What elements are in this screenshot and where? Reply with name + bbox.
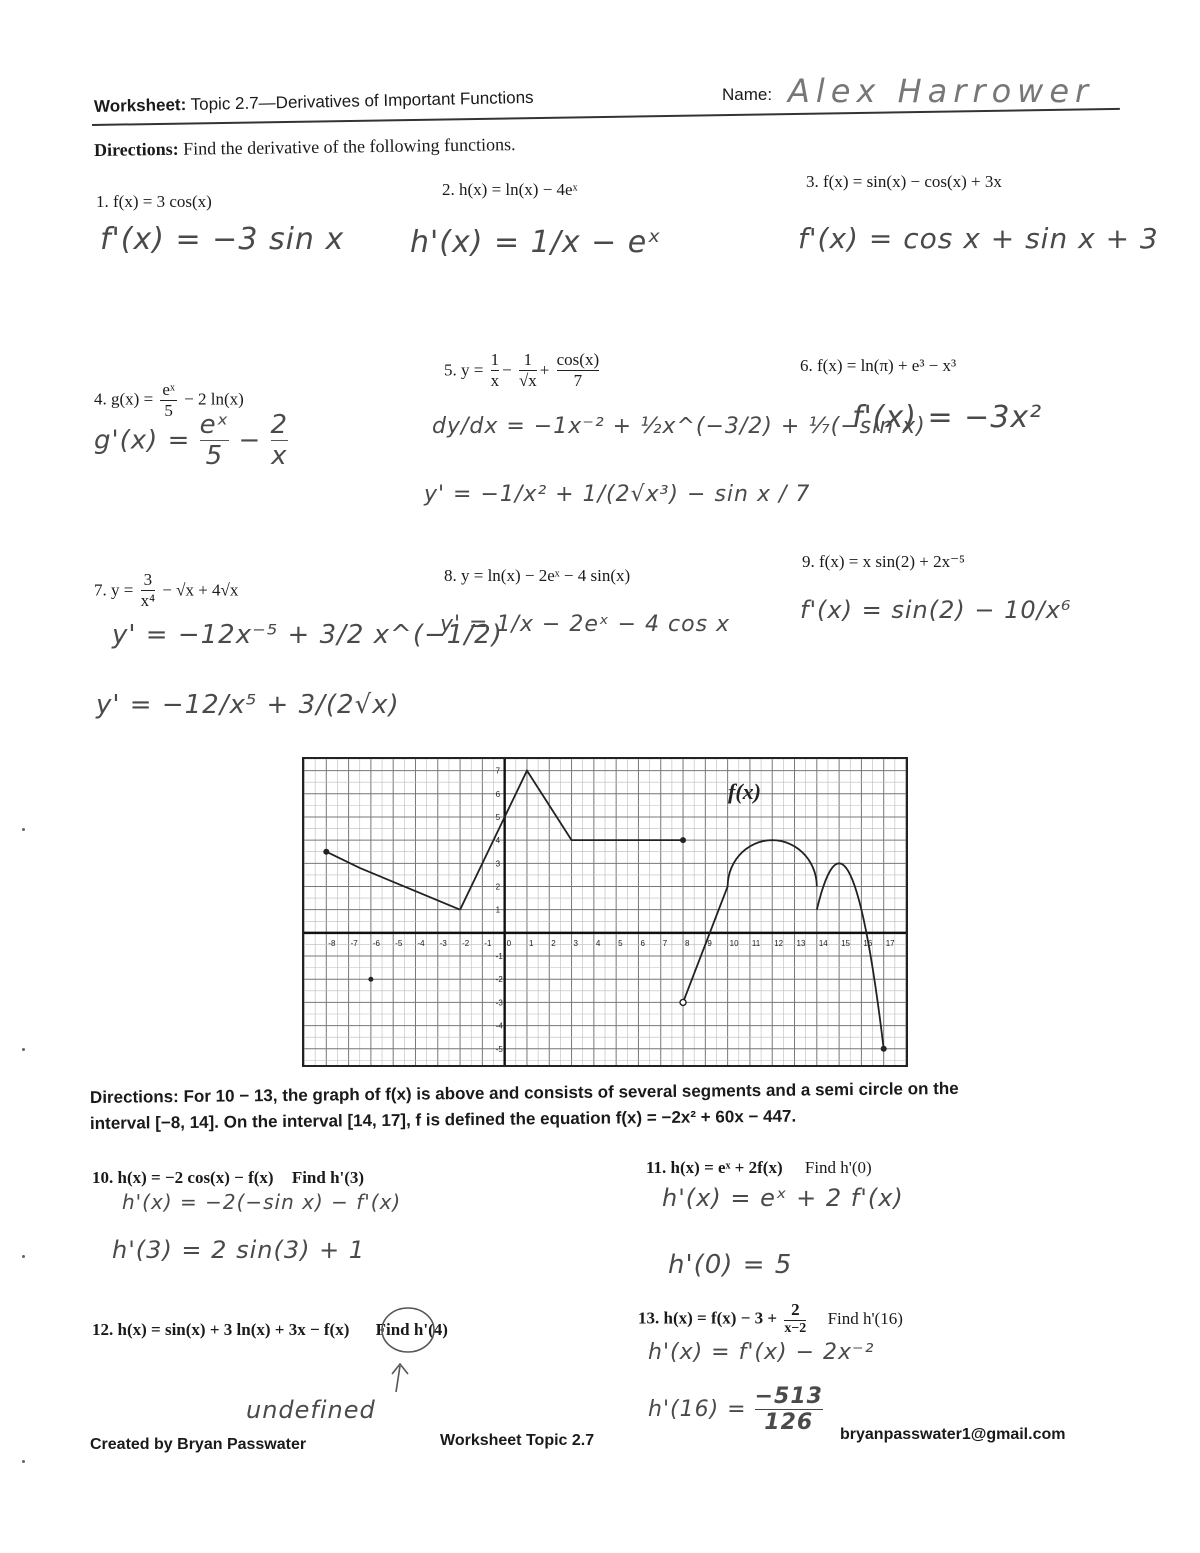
- problem-4-den: 5: [164, 401, 173, 420]
- problem-9: 9. f(x) = x sin(2) + 2x⁻⁵: [802, 552, 965, 571]
- problem-10: [92, 1168, 364, 1188]
- directions-2-text1: For 10 − 13, the graph of f(x) is above and consists of several segments and a semi circle on the: [183, 1078, 959, 1107]
- worksheet-title: [94, 88, 534, 117]
- problem-1: 1. f(x) = 3 cos(x): [96, 192, 212, 211]
- x-tick-label: -5: [395, 938, 403, 948]
- name-label: Name:: [722, 85, 773, 104]
- problem-11-label: 11. h(x) = eˣ + 2f(x): [646, 1158, 783, 1177]
- x-tick-label: -3: [439, 938, 447, 948]
- x-tick-label: 13: [796, 938, 806, 948]
- p7-t1n: 3: [141, 570, 155, 591]
- problem-13-find: Find h'(16): [827, 1308, 903, 1328]
- x-tick-label: 0: [506, 938, 512, 948]
- p7-t1d: x⁴: [140, 591, 156, 610]
- x-tick-label: 7: [662, 938, 668, 948]
- answer-11-line1: h'(x) = eˣ + 2 f'(x): [662, 1184, 904, 1212]
- directions-2-line2: interval [−8, 14]. On the interval [14, 17], f is defined the equation f(x) = −2x² + 60x − 447.: [89, 1106, 797, 1133]
- x-tick-label: -1: [484, 938, 492, 948]
- problem-7-label: 7. y =: [94, 580, 134, 600]
- title-bold: Worksheet:: [93, 95, 187, 116]
- problem-10-find: Find h'(3): [291, 1168, 365, 1187]
- title-rest: Topic 2.7—Derivatives of Important Functions: [190, 87, 534, 114]
- x-tick-label: 8: [685, 938, 690, 948]
- directions-1: [94, 134, 516, 161]
- y-tick-label: -3: [495, 998, 503, 1008]
- graph-panel: [302, 757, 908, 1067]
- y-tick-label: 6: [495, 789, 501, 799]
- p5-t2n: 1: [519, 350, 537, 371]
- student-name: Alex Harrower: [788, 72, 1095, 110]
- problem-10-label: 10. h(x) = −2 cos(x) − f(x): [92, 1168, 274, 1187]
- x-tick-label: 11: [751, 938, 761, 948]
- x-tick-label: 10: [729, 938, 739, 948]
- answer-7-line1: y' = −12x⁻⁵ + 3/2 x^(−1/2): [112, 620, 503, 650]
- answer-4-num1: eˣ: [199, 410, 230, 440]
- answer-4-lhs: g'(x) =: [94, 425, 191, 456]
- p5-t3d: 7: [573, 371, 583, 390]
- closed-dot: [323, 849, 329, 855]
- x-tick-label: -8: [328, 938, 336, 948]
- problem-7-frac: [141, 570, 155, 611]
- p13-den: x−2: [784, 1321, 807, 1336]
- answer-9: f'(x) = sin(2) − 10/x⁶: [800, 596, 1072, 624]
- answer-12: undefined: [246, 1396, 376, 1424]
- answer-1: f'(x) = −3 sin x: [100, 222, 345, 257]
- answer-8: y' = 1/x − 2eˣ − 4 cos x: [440, 612, 731, 637]
- y-tick-label: -4: [495, 1021, 503, 1031]
- answer-13-num: −513: [754, 1384, 823, 1409]
- x-tick-label: 1: [528, 938, 534, 948]
- open-dot: [680, 999, 686, 1005]
- x-tick-label: 2: [551, 938, 556, 948]
- x-tick-label: 4: [595, 938, 601, 948]
- footer-title: Worksheet Topic 2.7: [440, 1432, 595, 1449]
- answer-3: f'(x) = cos x + sin x + 3: [798, 222, 1159, 255]
- x-tick-label: 15: [841, 938, 851, 948]
- closed-dot: [881, 1046, 887, 1052]
- answer-10-line2: h'(3) = 2 sin(3) + 1: [112, 1236, 366, 1264]
- problem-4-label: 4. g(x) =: [94, 389, 154, 409]
- answer-13-den: 126: [764, 1410, 814, 1435]
- problem-4-num: eˣ: [162, 380, 175, 399]
- answer-2: h'(x) = 1/x − eˣ: [410, 225, 662, 260]
- answer-4-frac2: [271, 410, 289, 471]
- answer-13-frac: [755, 1384, 823, 1435]
- problem-5: 5. y = $\frac{1}{x}$ − $\frac{1}{√x}$ + $\frac{\cos(x)}{7}$: [444, 350, 600, 390]
- x-tick-label: -7: [350, 938, 358, 948]
- fx-label: f(x): [728, 779, 761, 804]
- y-tick-label: -1: [495, 952, 503, 962]
- closed-dot: [680, 837, 686, 843]
- footer-author: Created by Bryan Passwater: [90, 1436, 307, 1453]
- problem-3: 3. f(x) = sin(x) − cos(x) + 3x: [806, 172, 1002, 191]
- x-tick-label: -2: [462, 938, 470, 948]
- scan-mark: [22, 828, 25, 831]
- x-tick-label: 6: [640, 938, 645, 948]
- p13-num: 2: [784, 1300, 806, 1321]
- x-tick-label: -4: [417, 938, 425, 948]
- answer-13-line2: [648, 1384, 823, 1435]
- problem-11-find: Find h'(0): [804, 1158, 872, 1177]
- answer-13-line1: h'(x) = f'(x) − 2x⁻²: [648, 1340, 875, 1365]
- y-tick-label: 4: [495, 836, 501, 846]
- problem-13-frac: [784, 1300, 806, 1337]
- p5-t3n: cos(x): [556, 350, 600, 369]
- x-tick-label: 9: [707, 938, 712, 948]
- scan-mark: [22, 1048, 25, 1051]
- answer-4-minus: −: [238, 425, 262, 456]
- answer-5-line2: y' = −1/x² + 1/(2√x³) − sin x / 7: [424, 482, 811, 507]
- answer-7-line2: y' = −12/x⁵ + 3/(2√x): [96, 690, 400, 720]
- arrow-annotation: [392, 1364, 408, 1392]
- fx-graph: [304, 759, 906, 1065]
- answer-5-line1: dy/dx = −1x⁻² + ½x^(−3/2) + ⅐(−sin x): [432, 414, 926, 439]
- problem-11: [646, 1158, 872, 1178]
- y-tick-label: 7: [495, 766, 501, 776]
- problem-5-frac3: [557, 350, 599, 391]
- y-tick-label: 5: [495, 812, 501, 822]
- directions-2-bold: Directions:: [89, 1087, 179, 1107]
- point-dot: [368, 977, 373, 982]
- answer-4-den2: x: [271, 441, 288, 471]
- graph-grid: [304, 759, 906, 1065]
- x-tick-label: 5: [618, 938, 623, 948]
- x-tick-label: 12: [774, 938, 784, 948]
- problem-6: 6. f(x) = ln(π) + e³ − x³: [800, 356, 957, 375]
- x-tick-label: 3: [573, 938, 579, 948]
- problem-4-tail: − 2 ln(x): [184, 389, 244, 409]
- y-tick-label: -2: [495, 975, 503, 985]
- answer-11-line2: h'(0) = 5: [668, 1250, 793, 1280]
- answer-4-den1: 5: [205, 441, 224, 471]
- answer-4: [94, 410, 288, 471]
- problem-5-label: 5. y =: [444, 360, 484, 380]
- answer-4-frac1: [200, 410, 230, 471]
- problem-8: 8. y = ln(x) − 2eˣ − 4 sin(x): [444, 566, 631, 585]
- scan-mark: [22, 1460, 25, 1463]
- problem-5-frac1: [491, 350, 500, 391]
- y-tick-label: 3: [495, 859, 501, 869]
- problem-12-find: Find h'(4): [375, 1320, 448, 1339]
- p5-t1d: x: [490, 371, 500, 390]
- answer-13-lhs: h'(16) =: [648, 1397, 747, 1422]
- answer-6: f'(x) = −3x²: [852, 400, 1043, 435]
- answer-10-line1: h'(x) = −2(−sin x) − f'(x): [122, 1190, 402, 1214]
- x-tick-label: 14: [818, 938, 828, 948]
- problem-12-label: 12. h(x) = sin(x) + 3 ln(x) + 3x − f(x): [92, 1320, 350, 1339]
- y-tick-label: 2: [495, 882, 501, 892]
- p5-t2d: √x: [518, 371, 537, 390]
- directions-1-text: Find the derivative of the following functions.: [183, 134, 516, 159]
- footer-email[interactable]: bryanpasswater1@gmail.com: [840, 1426, 1066, 1443]
- p7-tail: − √x + 4√x: [162, 580, 239, 600]
- problem-2: 2. h(x) = ln(x) − 4eˣ: [442, 180, 578, 199]
- x-tick-label: 17: [885, 938, 895, 948]
- x-tick-label: -6: [372, 938, 381, 948]
- problem-7: [94, 570, 238, 611]
- problem-13: [638, 1300, 903, 1337]
- circle-annotation: [382, 1308, 434, 1352]
- problem-5-frac2: [519, 350, 537, 391]
- problem-13-label: 13. h(x) = f(x) − 3 +: [638, 1308, 778, 1328]
- answer-4-num2: 2: [270, 410, 289, 440]
- y-tick-label: -5: [495, 1044, 503, 1054]
- x-tick-label: 16: [863, 938, 873, 948]
- directions-1-bold: Directions:: [93, 138, 179, 160]
- p5-t1n: 1: [490, 350, 500, 369]
- y-tick-label: 1: [495, 905, 501, 915]
- directions-2-line1: [90, 1079, 959, 1108]
- scan-mark: [22, 1255, 25, 1258]
- problem-12-annotation: [378, 1300, 438, 1400]
